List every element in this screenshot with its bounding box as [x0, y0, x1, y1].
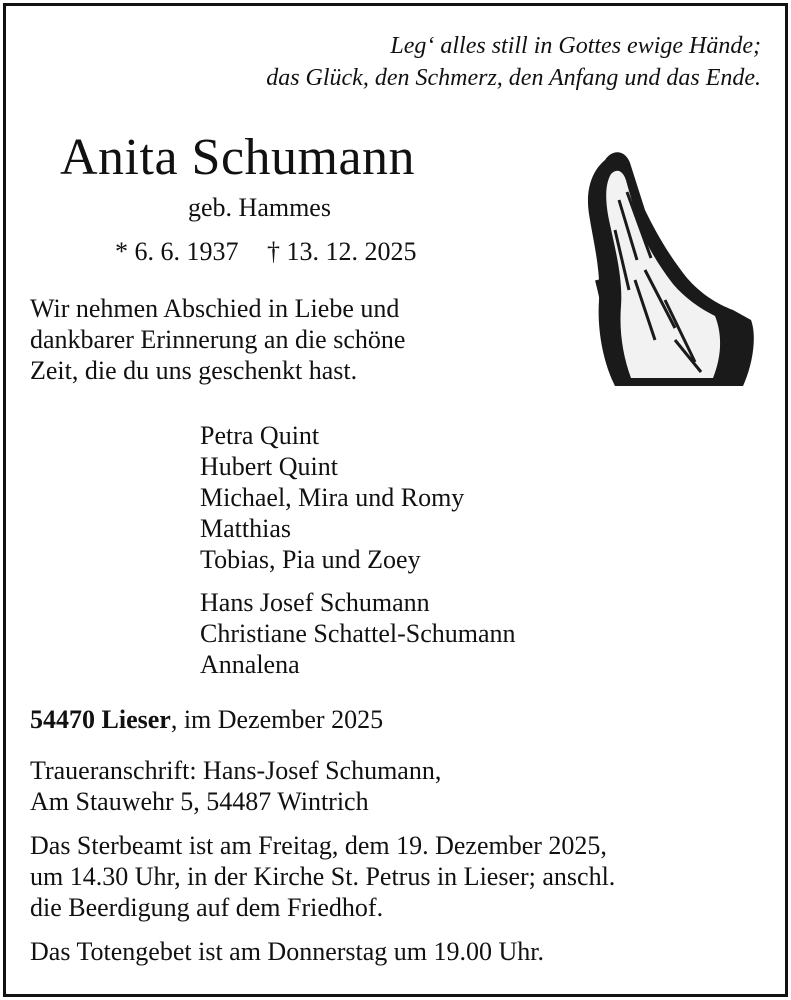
mourner: Hubert Quint — [200, 452, 338, 481]
address-line-1: Traueranschrift: Hans-Josef Schumann, — [30, 756, 442, 785]
praying-hands-icon — [575, 140, 760, 390]
mourner: Hans Josef Schumann — [200, 588, 430, 617]
mourning-address — [30, 755, 441, 817]
prayer-info: Das Totengebet ist am Donnerstag um 19.00 Uhr. — [30, 937, 545, 966]
place-name: 54470 Lieser — [30, 705, 171, 734]
maiden-name: geb. Hammes — [188, 193, 331, 222]
mourners-group-1 — [200, 420, 464, 575]
mourner: Annalena — [200, 650, 300, 679]
mourner: Petra Quint — [200, 421, 320, 450]
deceased-name: Anita Schumann — [60, 129, 416, 186]
funeral-mass-info — [30, 830, 615, 923]
mourner: Matthias — [200, 514, 291, 543]
mourner: Christiane Schattel-Schumann — [200, 619, 516, 648]
birth-date: * 6. 6. 1937 — [115, 237, 239, 266]
mourner: Tobias, Pia und Zoey — [200, 545, 421, 574]
mass-line-3: die Beerdigung auf dem Friedhof. — [30, 893, 384, 922]
farewell-text — [30, 293, 546, 386]
place-and-date — [30, 705, 383, 735]
place-date: , im Dezember 2025 — [170, 705, 384, 734]
address-line-2: Am Stauwehr 5, 54487 Wintrich — [30, 787, 369, 816]
mourner: Michael, Mira und Romy — [200, 483, 465, 512]
life-dates — [115, 237, 417, 267]
mass-line-2: um 14.30 Uhr, in der Kirche St. Petrus in Lieser; anschl. — [30, 862, 616, 891]
quote-line-2: das Glück, den Schmerz, den Anfang und das Ende. — [266, 65, 761, 91]
quote-line-1: Leg‘ alles still in Gottes ewige Hände; — [390, 33, 761, 59]
death-date: † 13. 12. 2025 — [267, 237, 417, 266]
farewell-line-3: Zeit, die du uns geschenkt hast. — [30, 356, 358, 385]
mass-line-1: Das Sterbeamt ist am Freitag, dem 19. Dezember 2025, — [30, 831, 607, 860]
mourners-group-2 — [200, 587, 516, 680]
farewell-line-2: dankbarer Erinnerung an die schöne — [30, 325, 406, 354]
farewell-line-1: Wir nehmen Abschied in Liebe und — [30, 294, 400, 323]
memorial-quote — [266, 30, 761, 94]
